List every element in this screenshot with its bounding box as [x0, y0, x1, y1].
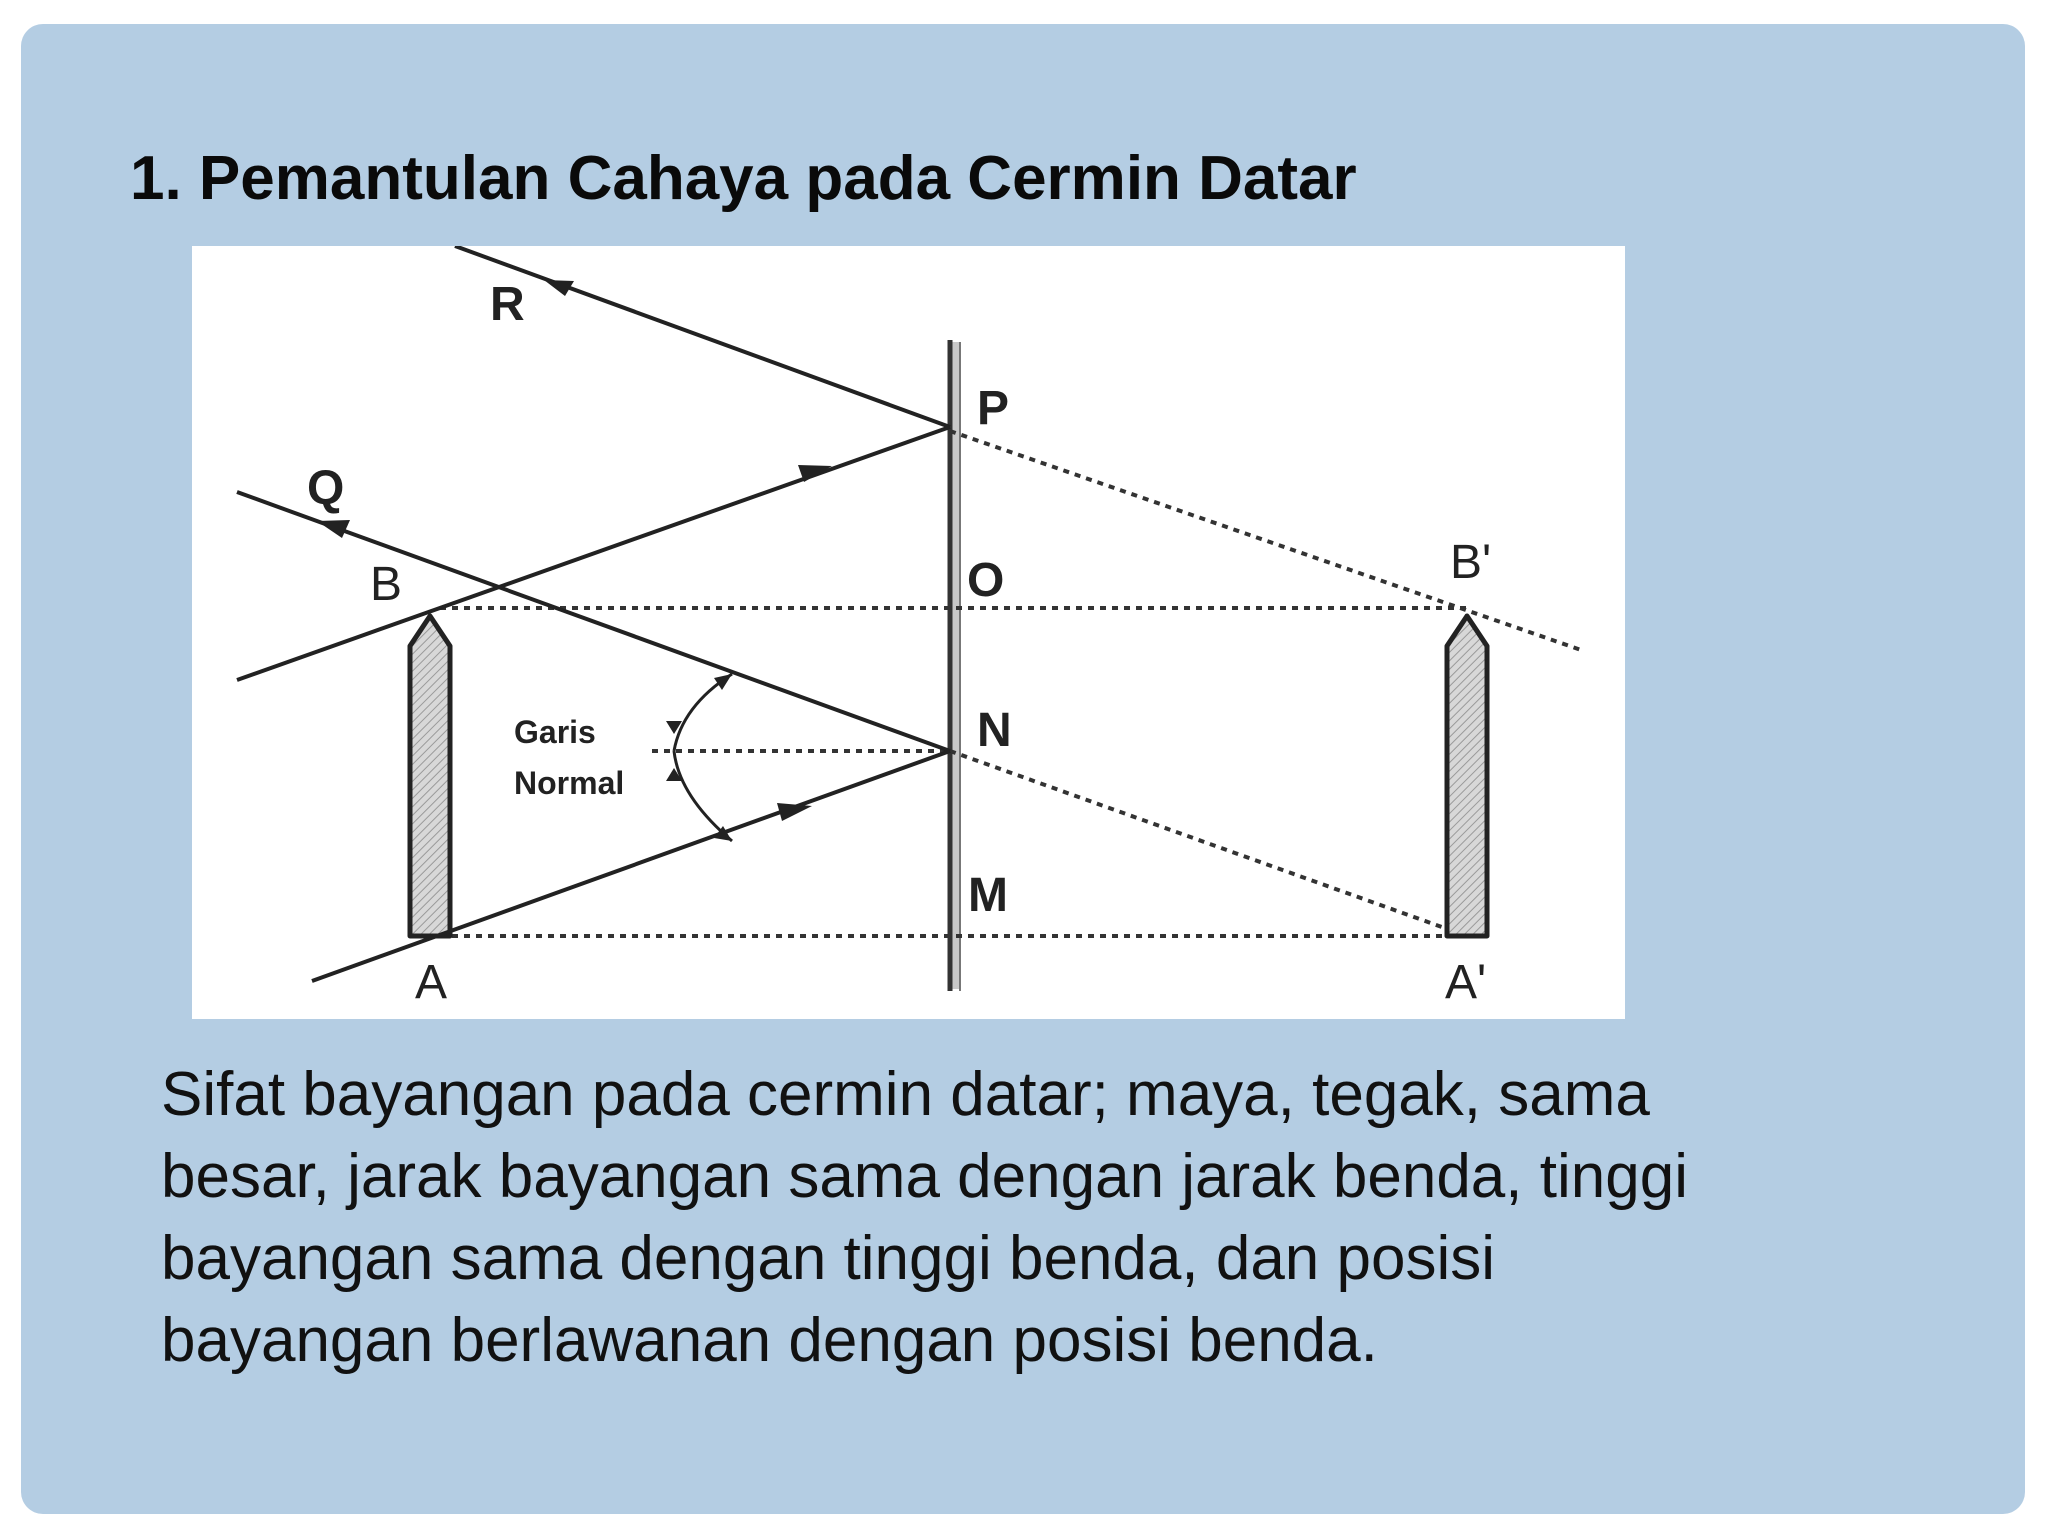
label-b: B	[370, 558, 403, 611]
plane-mirror-diagram	[192, 246, 1625, 1019]
reflected-ray-r	[455, 246, 950, 427]
object-pencil	[410, 616, 450, 936]
image-pencil	[1447, 616, 1487, 936]
caption-text	[161, 1054, 1941, 1382]
label-normal-line-1: Garis	[514, 714, 596, 750]
plane-mirror	[949, 340, 961, 991]
label-q: Q	[307, 462, 345, 515]
label-normal-line-2: Normal	[514, 765, 625, 801]
label-a-image: A'	[1445, 956, 1487, 1009]
label-o: O	[967, 554, 1005, 607]
arrow-to-n-icon	[777, 803, 812, 821]
light-rays	[237, 246, 950, 981]
label-p: P	[977, 382, 1010, 435]
slide-title: 1. Pemantulan Cahaya pada Cermin Datar	[130, 144, 1357, 213]
diagram-canvas	[192, 246, 1625, 1019]
label-r: R	[490, 278, 525, 331]
angle-arcs	[666, 674, 732, 841]
dotted-construction-lines	[440, 431, 1584, 936]
caption-line: bayangan sama dengan tinggi benda, dan posisi	[161, 1224, 1496, 1293]
label-a: A	[415, 956, 448, 1009]
caption-line: Sifat bayangan pada cermin datar; maya, tegak, sama	[161, 1060, 1650, 1129]
label-n: N	[977, 704, 1012, 757]
extension-line-from-n	[950, 751, 1467, 936]
label-b-image: B'	[1450, 536, 1492, 589]
label-m: M	[968, 869, 1008, 922]
arrow-q-icon	[317, 520, 350, 538]
slide-background	[21, 24, 2025, 1514]
arrow-r-icon	[544, 280, 574, 296]
caption-line: besar, jarak bayangan sama dengan jarak benda, tinggi	[161, 1142, 1688, 1211]
caption-line: bayangan berlawanan dengan posisi benda.	[161, 1306, 1378, 1375]
